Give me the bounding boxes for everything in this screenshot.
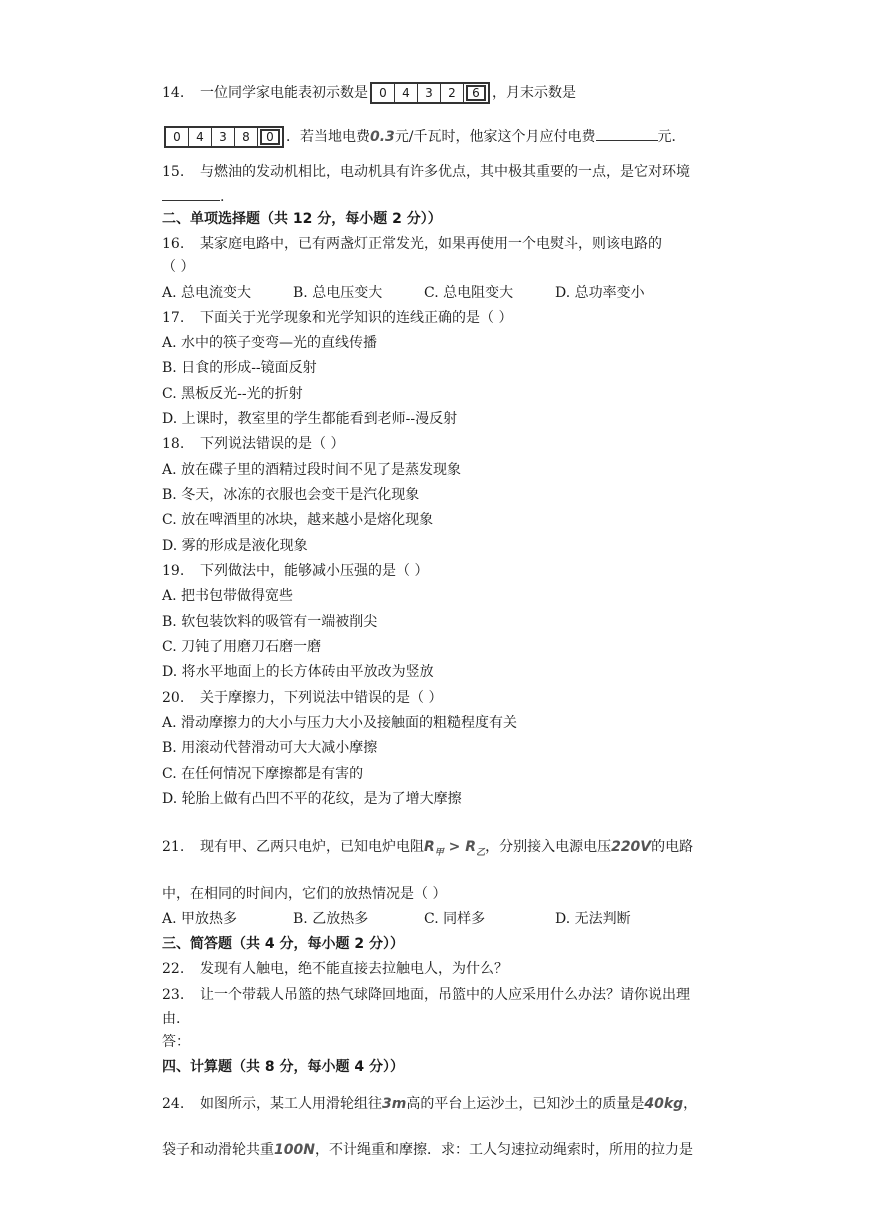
question-text: 下列说法错误的是（ ） <box>200 436 345 452</box>
question-16 <box>162 234 662 254</box>
question-number: 18. <box>162 436 185 452</box>
answer-blank[interactable] <box>162 186 220 201</box>
question-text: ，月末示数是 <box>492 85 576 101</box>
resistance-jia: $R_甲$ <box>424 839 444 858</box>
resistance-yi: $R_乙$ <box>465 839 486 858</box>
question-14 <box>162 82 576 104</box>
question-19 <box>162 561 428 581</box>
question-24-cont: 袋子和动滑轮共重100N，不计绳重和摩擦．求：工人匀速拉动绳索时，所用的拉力是 <box>162 1142 693 1158</box>
question-text: 与燃油的发动机相比，电动机具有许多优点，其中极其重要的一点，是它对环境 <box>200 164 690 180</box>
option-c[interactable]: C. 黑板反光--光的折射 <box>162 386 303 402</box>
question-24: 24. 如图所示，某工人用滑轮组往3m高的平台上运沙土，已知沙土的质量是40kg， <box>162 1096 698 1112</box>
options-row <box>162 909 631 929</box>
question-text: 某家庭电路中，已有两盏灯正常发光，如果再使用一个电熨斗，则该电路的 <box>200 236 662 252</box>
voltage-value: 220V <box>611 839 652 855</box>
question-20 <box>162 688 442 708</box>
question-text: 发现有人触电，绝不能直接去拉触电人，为什么？ <box>200 961 508 977</box>
option-b[interactable]: B. 冬天，冰冻的衣服也会变干是汽化现象 <box>162 487 420 503</box>
question-18 <box>162 434 344 454</box>
meter-initial-reading: 0 4 3 2 6 <box>370 82 490 104</box>
question-22 <box>162 959 508 979</box>
question-number: 24. <box>162 1096 185 1112</box>
question-text: 让一个带载人吊篮的热气球降回地面，吊篮中的人应采用什么办法？请你说出理 <box>200 987 690 1003</box>
question-number: 23. <box>162 987 185 1003</box>
option-b[interactable]: B. 乙放热多 <box>293 911 369 927</box>
question-21-cont: 中，在相同的时间内，它们的放热情况是（ ） <box>162 886 447 902</box>
option-d[interactable]: D. 雾的形成是液化现象 <box>162 538 308 554</box>
section-heading-4: 四、计算题（共 8 分，每小题 4 分）） <box>162 1059 404 1075</box>
question-23-cont: 由. <box>162 1011 181 1027</box>
price-value: 0.3 <box>370 129 395 145</box>
question-number: 19. <box>162 563 185 579</box>
question-15-cont: . <box>162 186 224 207</box>
option-c[interactable]: C. 在任何情况下摩擦都是有害的 <box>162 766 364 782</box>
question-number: 21. <box>162 839 185 855</box>
option-c[interactable]: C. 刀钝了用磨刀石磨一磨 <box>162 639 322 655</box>
option-d[interactable]: D. 上课时，教室里的学生都能看到老师--漫反射 <box>162 411 458 427</box>
options-row <box>162 283 645 303</box>
question-14-cont: 0 4 3 8 0 ．若当地电费0.3元/千瓦时，他家这个月应付电费 元． <box>162 126 686 148</box>
question-23 <box>162 985 690 1005</box>
option-b[interactable]: B. 软包装饮料的吸管有一端被削尖 <box>162 614 378 630</box>
option-b[interactable]: B. 总电压变大 <box>293 285 383 301</box>
question-17 <box>162 308 512 328</box>
option-a[interactable]: A. 水中的筷子变弯—光的直线传播 <box>162 335 378 351</box>
answer-label: 答： <box>162 1034 190 1050</box>
option-d[interactable]: D. 轮胎上做有凸凹不平的花纹，是为了增大摩擦 <box>162 791 462 807</box>
section-heading-3: 三、简答题（共 4 分，每小题 2 分）） <box>162 936 404 952</box>
option-a[interactable]: A. 放在碟子里的酒精过段时间不见了是蒸发现象 <box>162 462 462 478</box>
question-number: 17. <box>162 310 185 326</box>
option-a[interactable]: A. 把书包带做得宽些 <box>162 588 294 604</box>
weight-value: 100N <box>274 1142 315 1158</box>
option-c[interactable]: C. 同样多 <box>424 911 486 927</box>
option-d[interactable]: D. 无法判断 <box>555 911 631 927</box>
height-value: 3m <box>382 1096 407 1112</box>
option-a[interactable]: A. 甲放热多 <box>162 911 238 927</box>
question-number: 22. <box>162 961 185 977</box>
mass-value: 40kg <box>644 1096 684 1112</box>
option-a[interactable]: A. 滑动摩擦力的大小与压力大小及接触面的粗糙程度有关 <box>162 715 518 731</box>
option-b[interactable]: B. 用滚动代替滑动可大大减小摩擦 <box>162 740 378 756</box>
section-heading-2: 二、单项选择题（共 12 分，每小题 2 分）） <box>162 211 442 227</box>
answer-paren: （ ） <box>162 259 195 275</box>
option-a[interactable]: A. 总电流变大 <box>162 285 252 301</box>
option-d[interactable]: D. 将水平地面上的长方体砖由平放改为竖放 <box>162 664 434 680</box>
question-text: 下面关于光学现象和光学知识的连线正确的是（ ） <box>200 310 513 326</box>
option-c[interactable]: C. 总电阻变大 <box>424 285 514 301</box>
option-b[interactable]: B. 日食的形成--镜面反射 <box>162 360 317 376</box>
question-number: 15. <box>162 164 185 180</box>
question-number: 16. <box>162 236 185 252</box>
question-text: 下列做法中，能够减小压强的是（ ） <box>200 563 429 579</box>
question-number: 20. <box>162 690 185 706</box>
question-number: 14. <box>162 85 185 101</box>
question-text: 关于摩擦力，下列说法中错误的是（ ） <box>200 690 443 706</box>
option-c[interactable]: C. 放在啤酒里的冰块，越来越小是熔化现象 <box>162 512 434 528</box>
answer-blank[interactable] <box>596 126 658 141</box>
question-text: 一位同学家电能表初示数是 <box>200 85 368 101</box>
question-21: 21. 现有甲、乙两只电炉，已知电炉电阻$R_甲 > R_乙$，分别接入电源电压220V的电路 <box>162 839 694 858</box>
question-15 <box>162 162 690 182</box>
meter-final-reading: 0 4 3 8 0 <box>164 126 284 148</box>
option-d[interactable]: D. 总功率变小 <box>555 285 645 301</box>
